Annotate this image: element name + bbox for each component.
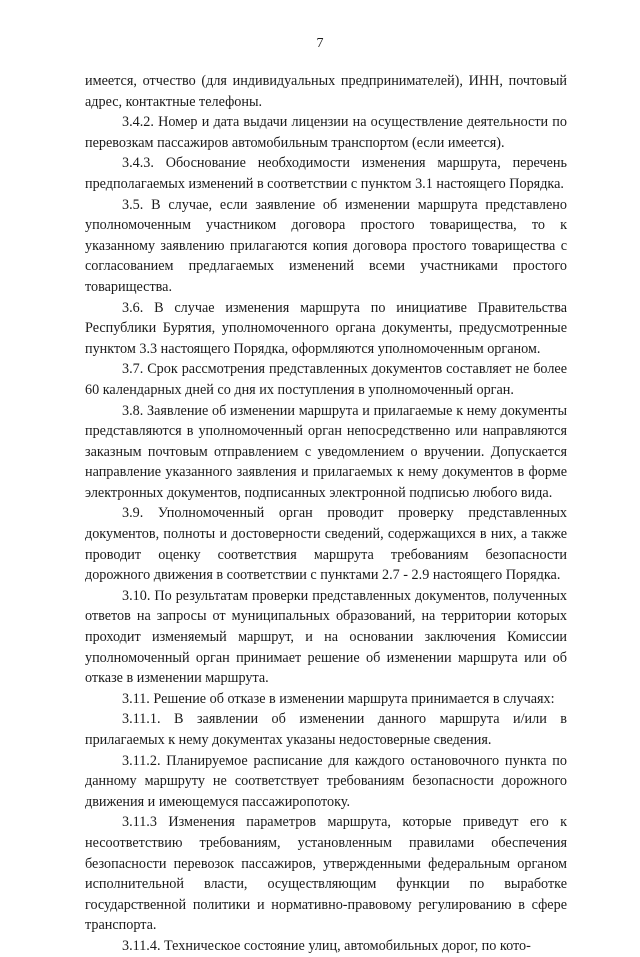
paragraph-continuation: имеется, отчество (для индивидуальных предпринимателей), ИНН, почтовый адрес, контактные телефоны. <box>85 73 567 110</box>
document-body <box>85 71 567 957</box>
paragraph-3-4-3: 3.4.3. Обоснование необходимости изменения маршрута, перечень предполагаемых изменений в соответствии с пунктом 3.1 настоящего Порядка. <box>85 155 567 192</box>
paragraph-3-10: 3.10. По результатам проверки представленных документов, полученных ответов на запросы от муниципальных образований, на территории которых проходит изменяемый маршрут, и на основании заключения Комиссии уполномоченный орган принимает решение об изменении маршрута или об отказе в изменении маршрута. <box>85 587 567 687</box>
paragraph-3-11-2: 3.11.2. Планируемое расписание для каждого остановочного пункта по данному маршруту не соответствует требованиям безопасности дорожного движения и имеющемуся пассажиропотоку. <box>85 752 567 810</box>
paragraph-3-11-3: 3.11.3 Изменения параметров маршрута, которые приведут его к несоответствию требованиям, установленным правилами обеспечения безопасности перевозок пассажиров, утвержденными федеральным органом исполнительной власти, осуществляющим функции по выработке государственной политики и нормативно-правовому регулированию в сфере транспорта. <box>85 814 567 934</box>
page-number: 7 <box>316 36 324 51</box>
paragraph-3-7: 3.7. Срок рассмотрения представленных документов составляет не более 60 календарных дней со дня их поступления в уполномоченный орган. <box>85 361 567 398</box>
paragraph-3-6: 3.6. В случае изменения маршрута по инициативе Правительства Республики Бурятия, уполномоченного органа документы, предусмотренные пунктом 3.3 настоящего Порядка, оформляются уполномоченным органом. <box>85 299 567 357</box>
paragraph-3-11-4: 3.11.4. Техническое состояние улиц, автомобильных дорог, по кото- <box>122 937 531 954</box>
paragraph-3-11-1: 3.11.1. В заявлении об изменении данного маршрута и/или в прилагаемых к нему документах указаны недостоверные сведения. <box>85 711 567 748</box>
paragraph-3-11: 3.11. Решение об отказе в изменении маршрута принимается в случаях: <box>122 690 555 707</box>
paragraph-3-9: 3.9. Уполномоченный орган проводит проверку представленных документов, полноты и достоверности сведений, содержащихся в них, а также проводит оценку соответствия маршрута требованиям безопасности дорожного движения в соответствии с пунктами 2.7 - 2.9 настоящего Порядка. <box>85 505 567 584</box>
paragraph-3-5: 3.5. В случае, если заявление об изменении маршрута представлено уполномоченным участником договора простого товарищества, то к указанному заявлению прилагаются копия договора простого товарищества с согласованием предлагаемых изменений всеми участниками простого товарищества. <box>85 196 567 295</box>
paragraph-3-8: 3.8. Заявление об изменении маршрута и прилагаемые к нему документы представляются в уполномоченный орган непосредственно или направляются заказным почтовым отправлением с уведомлением о вручении. Допускается направление указанного заявления и прилагаемых к нему документов в форме электронных документов, подписанных электронной подписью любого вида. <box>85 402 567 501</box>
paragraph-3-4-2: 3.4.2. Номер и дата выдачи лицензии на осуществление деятельности по перевозкам пассажиров автомобильным транспортом (если имеется). <box>85 114 567 151</box>
